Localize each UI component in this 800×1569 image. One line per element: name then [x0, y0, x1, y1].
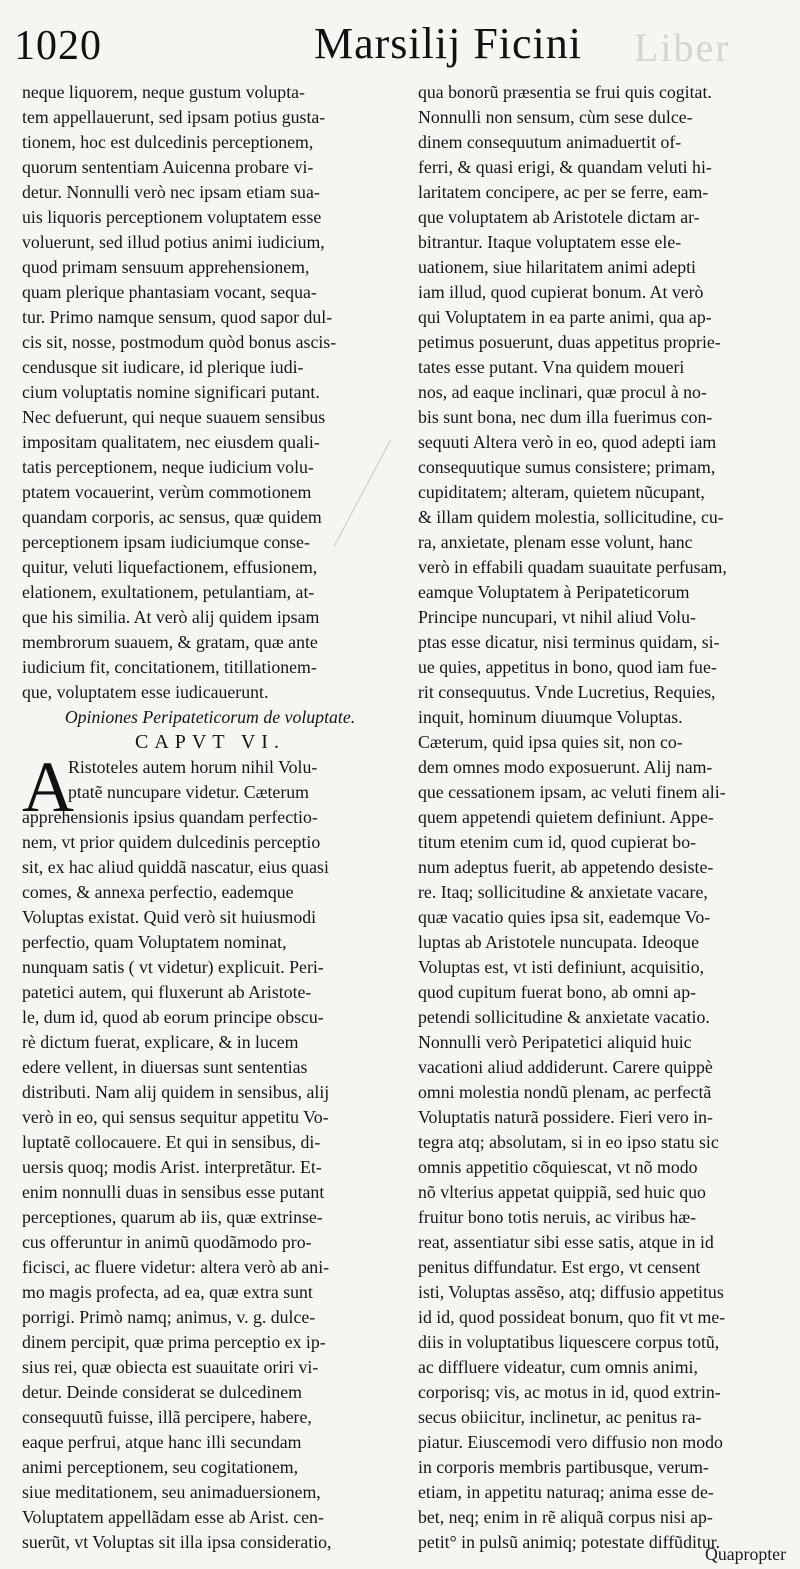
text-line: isti, Voluptas assẽso, atq; diffusio appetitus	[418, 1282, 724, 1302]
text-line: quitur, veluti liquefactionem, effusionem,	[22, 557, 318, 577]
text-line: bitrantur. Itaque voluptatem esse ele-	[418, 232, 682, 252]
text-line: eaque perfrui, atque hanc illi secundam	[22, 1432, 302, 1452]
catchword: Quapropter	[705, 1544, 786, 1564]
text-line: Principe nuncupari, vt nihil aliud Volu-	[418, 607, 696, 627]
text-line: sit, ex hac aliud quiddã nascatur, eius quasi	[22, 857, 329, 877]
text-line: voluerunt, sed illud potius animi iudicium,	[22, 232, 325, 252]
text-line: Voluptas existat. Quid verò sit huiusmodi	[22, 907, 317, 927]
text-line: nunquam satis ( vt videtur) explicuit. Peri-	[22, 957, 324, 977]
text-line: cendusque sit iudicare, id plerique iudi-	[22, 357, 304, 377]
text-line: patetici autem, qui fluxerunt ab Aristote-	[22, 982, 312, 1002]
text-line: detur. Nonnulli verò nec ipsam etiam sua-	[22, 182, 320, 202]
left-column-body-continued	[22, 805, 398, 1555]
text-line: nõ vlterius appetat quippiã, sed huic quo	[418, 1182, 706, 1202]
text-line: porrigi. Primò namq; animus, v. g. dulce-	[22, 1307, 316, 1327]
text-line: tates esse putant. Vna quidem moueri	[418, 357, 685, 377]
text-line: bet, neq; enim in rẽ aliquã corpus nisi ap-	[418, 1507, 713, 1527]
text-line: quod primam sensuum apprehensionem,	[22, 257, 310, 277]
left-column	[22, 80, 398, 1555]
text-line: ptatẽ nuncupare videtur. Cæterum	[68, 782, 309, 802]
text-line: sequuti Altera verò in eo, quod adepti iam	[418, 432, 717, 452]
text-line: diis in voluptatibus liquescere corpus totũ,	[418, 1332, 720, 1352]
text-line: nem, vt prior quidem dulcedinis perceptio	[22, 832, 321, 852]
page-header	[14, 18, 784, 78]
text-line: in corporis membris partibusque, verum-	[418, 1457, 709, 1477]
text-line: eamque Voluptatem à Peripateticorum	[418, 582, 690, 602]
text-line: ptatem vocauerint, verùm commotionem	[22, 482, 312, 502]
text-line: qua bonorũ præsentia se frui quis cogitat.	[418, 82, 712, 102]
text-line: detur. Deinde considerat se dulcedinem	[22, 1382, 302, 1402]
chapter-heading: CAPVT VI.	[135, 731, 285, 753]
text-line: tem appellauerunt, sed ipsam potius gusta-	[22, 107, 326, 127]
text-line: enim nonnulli duas in sensibus esse putant	[22, 1182, 325, 1202]
text-line: bis sunt bona, nec dum illa fuerimus con-	[418, 407, 713, 427]
text-line: tegra atq; absolutam, si in eo ipso statu sic	[418, 1132, 719, 1152]
text-line: petimus posuerunt, duas appetitus proprie-	[418, 332, 721, 352]
text-line: Nonnulli non sensum, cùm sese dulce-	[418, 107, 693, 127]
text-line: verò in eo, qui sensus sequitur appetitu Vo-	[22, 1107, 329, 1127]
text-line: le, dum id, quod ab eorum principe obscu-	[22, 1007, 324, 1027]
text-line: reat, assentiatur sibi esse satis, atque in id	[418, 1232, 714, 1252]
text-line: Ristoteles autem horum nihil Volu-	[68, 757, 318, 777]
text-line: edere vellent, in diuersas sunt sententias	[22, 1057, 308, 1077]
text-line: suerũt, vt Voluptas sit illa ipsa consideratio,	[22, 1532, 332, 1552]
text-line: tionem, hoc est dulcedinis perceptionem,	[22, 132, 314, 152]
left-column-body	[22, 80, 398, 705]
text-line: quæ vacatio quies ipsa sit, eademque Vo-	[418, 907, 711, 927]
text-line: petendi sollicitudine & anxietate vacatio.	[418, 1007, 710, 1027]
text-line: iam illud, quod cupierat bonum. At verò	[418, 282, 704, 302]
text-line: ptas esse dicatur, nisi terminus quidam, si-	[418, 632, 720, 652]
text-line: mo magis profecta, ad ea, quæ extra sunt	[22, 1282, 313, 1302]
text-line: impositam qualitatem, nec eiusdem quali-	[22, 432, 320, 452]
text-line: elationem, exultationem, petulantiam, at-	[22, 582, 315, 602]
text-line: fruitur bono totis neruis, ac viribus hæ-	[418, 1207, 697, 1227]
text-line: petit° in pulsũ animiq; potestate diffũditur.	[418, 1532, 721, 1552]
text-line: comes, & annexa perfectio, eademque	[22, 882, 294, 902]
text-line: cium voluptatis nomine significari putant.	[22, 382, 320, 402]
text-line: uationem, siue hilaritatem animi adepti	[418, 257, 696, 277]
dropcap-lines	[22, 755, 398, 805]
page-number: 1020	[14, 23, 102, 69]
text-line: uis liquoris perceptionem voluptatem esse	[22, 207, 322, 227]
text-line: quem appetendi quietem definiunt. Appe-	[418, 807, 714, 827]
text-line: penitus diffundatur. Est ergo, vt censent	[418, 1257, 701, 1277]
right-column	[418, 80, 786, 1555]
text-line: perfectio, quam Voluptatem nominat,	[22, 932, 287, 952]
text-line: verò in effabili quadam suauitate perfusam,	[418, 557, 727, 577]
text-line: Nec defuerunt, qui neque suauem sensibus	[22, 407, 326, 427]
text-line: siue meditationem, seu animaduersionem,	[22, 1482, 321, 1502]
text-line: ra, anxietate, plenam esse volunt, hanc	[418, 532, 693, 552]
bleed-through-text: Liber	[634, 25, 731, 70]
text-line: distributi. Nam alij quidem in sensibus, alij	[22, 1082, 330, 1102]
text-line: ue quies, appetitus in bono, quod iam fue-	[418, 657, 717, 677]
text-line: iudicium fit, concitationem, titillationem-	[22, 657, 317, 677]
text-line: membrorum suauem, & gratam, quæ ante	[22, 632, 318, 652]
text-line: que voluptatem ab Aristotele dictam ar-	[418, 207, 700, 227]
section-heading: Opiniones Peripateticorum de voluptate.	[64, 707, 356, 727]
running-title: Marsilij Ficini	[314, 19, 582, 68]
text-line: cis sit, nosse, postmodum quòd bonus ascis-	[22, 332, 337, 352]
text-line: perceptiones, quarum ab iis, quæ extrinse-	[22, 1207, 323, 1227]
text-line: que, voluptatem esse iudicauerunt.	[22, 682, 269, 702]
text-line: Cæterum, quid ipsa quies sit, non co-	[418, 732, 683, 752]
text-line: sius rei, quæ obiecta est suauitate oriri vi-	[22, 1357, 319, 1377]
text-line: que his similia. At verò alij quidem ipsam	[22, 607, 320, 627]
text-line: dem omnes modo exposuerunt. Alij nam-	[418, 757, 713, 777]
text-line: id id, quod possideat bonum, quo fit vt me-	[418, 1307, 726, 1327]
text-line: luptas ab Aristotele nuncupata. Ideoque	[418, 932, 699, 952]
text-line: tur. Primo namque sensum, quod sapor dul-	[22, 307, 333, 327]
text-line: corporisq; vis, ac motus in id, quod extrin-	[418, 1382, 721, 1402]
text-line: & illam quidem molestia, sollicitudine, cu-	[418, 507, 724, 527]
text-line: quod cupitum fuerat bono, ab omni ap-	[418, 982, 697, 1002]
text-line: animi perceptionem, seu cogitationem,	[22, 1457, 299, 1477]
dropcap-letter: A	[22, 747, 74, 827]
text-line: inquit, hominum diuumque Voluptas.	[418, 707, 683, 727]
text-line: Nonnulli verò Peripatetici aliquid huic	[418, 1032, 692, 1052]
text-line: quam plerique phantasiam vocant, sequa-	[22, 282, 317, 302]
text-line: quorum sententiam Auicenna probare vi-	[22, 157, 314, 177]
text-line: Voluptatis naturã possidere. Fieri vero in-	[418, 1107, 713, 1127]
text-line: que cessationem ipsam, ac veluti finem ali-	[418, 782, 726, 802]
text-line: etiam, in appetitu naturaq; anima esse de-	[418, 1482, 714, 1502]
text-line: qui Voluptatem in ea parte animi, qua ap-	[418, 307, 712, 327]
text-line: ac diffluere videatur, cum omnis animi,	[418, 1357, 698, 1377]
text-line: laritatem concipere, ac per se ferre, eam-	[418, 182, 709, 202]
text-line: consequutũ fuisse, illã percipere, habere,	[22, 1407, 312, 1427]
text-line: dinem consequutum animaduertit of-	[418, 132, 682, 152]
text-line: piatur. Eiuscemodi vero diffusio non modo	[418, 1432, 723, 1452]
text-line: omni molestia nondũ plenam, ac perfectã	[418, 1082, 712, 1102]
text-line: cupiditatem; alteram, quietem nũcupant,	[418, 482, 705, 502]
right-column-body	[418, 80, 786, 1555]
text-line: Voluptas est, vt isti definiunt, acquisitio,	[418, 957, 705, 977]
text-line: vacationi aliud addiderunt. Carere quippè	[418, 1057, 713, 1077]
text-line: rit consequutus. Vnde Lucretius, Requies,	[418, 682, 716, 702]
text-line: ferri, & quasi erigi, & quandam veluti hi-	[418, 157, 712, 177]
text-line: re. Itaq; sollicitudine & anxietate vacare,	[418, 882, 708, 902]
text-line: consequutique sumus consistere; primam,	[418, 457, 716, 477]
text-line: nos, ad eaque inclinari, quæ procul à no-	[418, 382, 707, 402]
text-line: dinem percipit, quæ prima perceptio ex ip-	[22, 1332, 326, 1352]
text-line: tatis perceptionem, neque iudicium volu-	[22, 457, 314, 477]
text-line: quandam corporis, ac sensus, quæ quidem	[22, 507, 322, 527]
text-line: perceptionem ipsam iudiciumque conse-	[22, 532, 310, 552]
text-line: uersis quoq; modis Arist. interpretãtur. Et-	[22, 1157, 322, 1177]
text-line: rè dictum fuerat, explicare, & in lucem	[22, 1032, 299, 1052]
text-line: num adeptus fuerit, ab appetendo desiste-	[418, 857, 714, 877]
text-line: Voluptatem appellãdam esse ab Arist. cen-	[22, 1507, 324, 1527]
text-line: ficisci, ac fluere videtur: altera verò ab ani-	[22, 1257, 330, 1277]
text-line: omnis appetitio cõquiescat, vt nõ modo	[418, 1157, 698, 1177]
text-line: neque liquorem, neque gustum volupta-	[22, 82, 305, 102]
text-line: cus offeruntur in animũ quodãmodo pro-	[22, 1232, 312, 1252]
text-line: luptatẽ collocauere. Et qui in sensibus, di-	[22, 1132, 321, 1152]
text-line: apprehensionis ipsius quandam perfectio-	[22, 807, 318, 827]
text-line: titum etenim cum id, quod cupierat bo-	[418, 832, 697, 852]
text-line: secus obiicitur, inclinetur, ac penitus ra-	[418, 1407, 702, 1427]
